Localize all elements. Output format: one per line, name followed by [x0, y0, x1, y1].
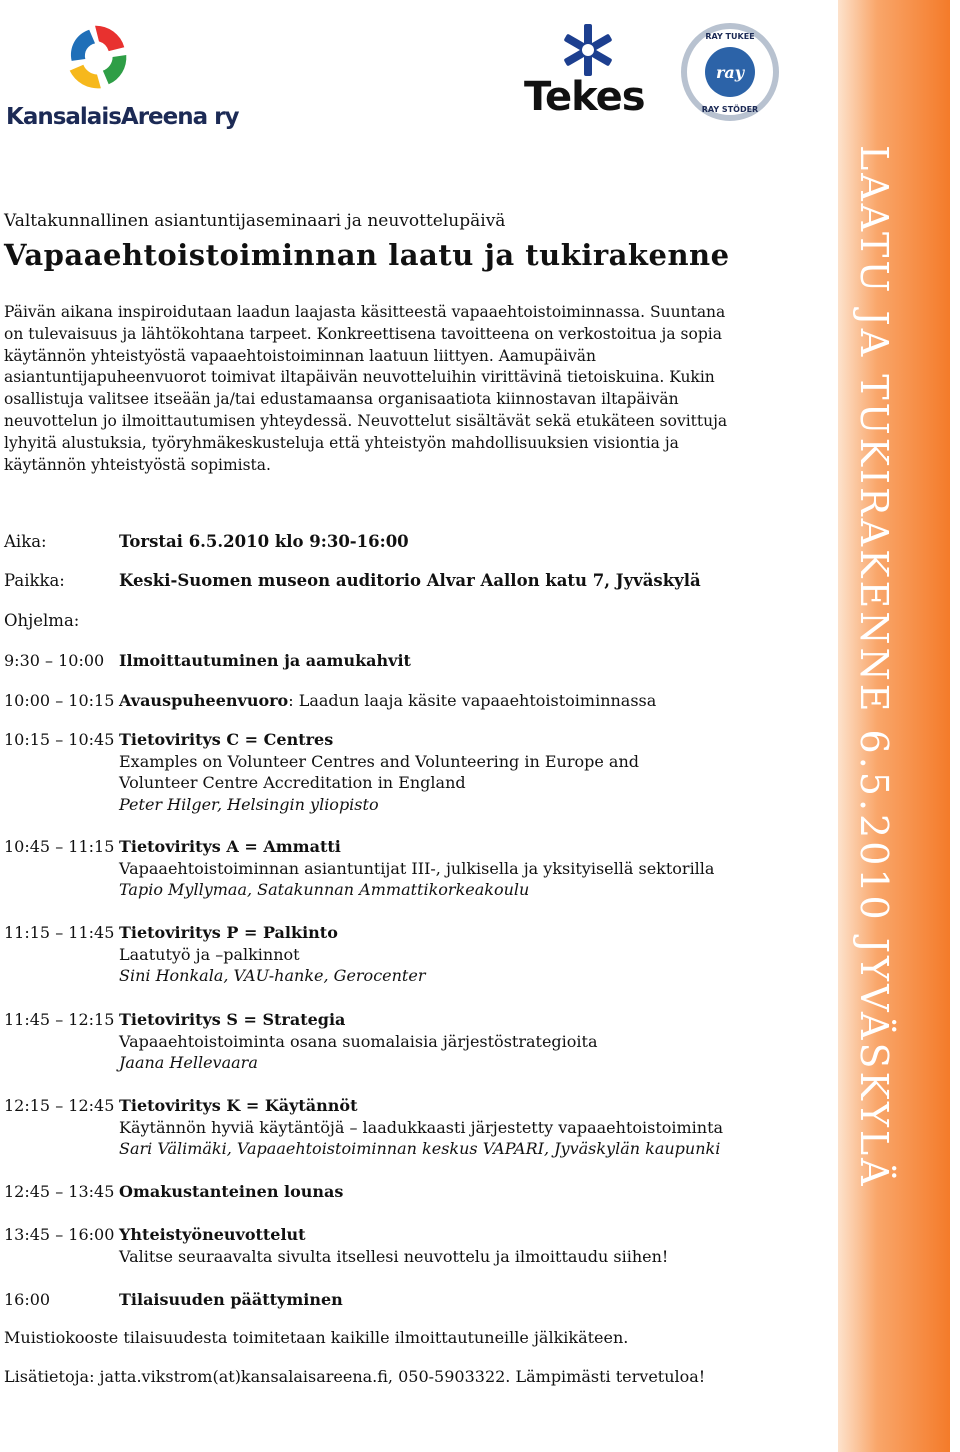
schedule-title: Tilaisuuden päättyminen	[119, 1290, 343, 1309]
schedule-time: 10:45 – 11:15	[4, 837, 115, 856]
schedule-title-line	[119, 690, 656, 712]
schedule-speaker: Jaana Hellevaara	[119, 1053, 258, 1073]
tekes-name: Tekes	[524, 74, 645, 120]
schedule-speaker: Peter Hilger, Helsingin yliopisto	[119, 794, 379, 814]
schedule-title: Ilmoittautuminen ja aamukahvit	[119, 651, 411, 670]
schedule-description: Valitse seuraavalta sivulta itsellesi neuvottelu ja ilmoittaudu siihen!	[119, 1246, 669, 1266]
intro-line: käytännön yhteistyöstä vapaaehtoistoiminnan laatuun liittyen. Aamupäivän	[4, 346, 596, 365]
schedule-speaker: Sari Välimäki, Vapaaehtoistoiminnan keskus VAPARI, Jyväskylän kaupunki	[119, 1139, 721, 1159]
intro-line: asiantuntijapuheenvuorot toimivat iltapäivän neuvotteluihin virittävinä tietoiskuina. Kukin	[4, 368, 715, 387]
schedule-description: Vapaaehtoistoiminta osana suomalaisia järjestöstrategioita	[119, 1031, 598, 1051]
schedule-time: 11:15 – 11:45	[4, 923, 115, 942]
time-value: Torstai 6.5.2010 klo 9:30-16:00	[119, 532, 409, 551]
logo-bar	[0, 0, 830, 140]
minutes-note: Muistiokooste tilaisuudesta toimitetaan kaikille ilmoittautuneille jälkikäteen.	[4, 1328, 629, 1347]
schedule-time: 9:30 – 10:00	[4, 651, 105, 670]
schedule-time: 10:00 – 10:15	[4, 691, 115, 710]
schedule-title-rest: : Laadun laaja käsite vapaaehtoistoiminnassa	[288, 691, 657, 710]
tekes-logo	[524, 22, 664, 122]
schedule-body	[119, 729, 639, 815]
schedule-time: 10:15 – 10:45	[4, 730, 115, 749]
ray-logo-icon	[680, 22, 780, 122]
place-label: Paikka:	[4, 571, 65, 590]
kansalaisareena-mark-icon	[58, 18, 136, 96]
intro-line: on tulevaisuus ja lähtökohtana tarpeet. Konkreettisena tavoitteena on verkostoitua ja sopia	[4, 324, 722, 343]
schedule-title: Tietoviritys S = Strategia	[119, 1010, 346, 1029]
schedule-title: Yhteistyöneuvottelut	[119, 1225, 306, 1244]
sidebar-vertical-title: LAATU JA TUKIRAKENNE 6.5.2010 JYVÄSKYLÄ	[852, 145, 896, 1189]
schedule-body	[119, 836, 714, 901]
event-subtitle: Valtakunnallinen asiantuntijaseminaari ja neuvottelupäivä	[4, 211, 506, 231]
place-value: Keski-Suomen museon auditorio Alvar Aallon katu 7, Jyväskylä	[119, 571, 701, 590]
schedule-description: Examples on Volunteer Centres and Volunteering in Europe and	[119, 751, 640, 771]
ray-top-text: RAY TUKEE	[705, 32, 755, 41]
schedule-speaker: Tapio Myllymaa, Satakunnan Ammattikorkeakoulu	[119, 880, 530, 900]
kansalaisareena-name: KansalaisAreena ry	[6, 104, 239, 130]
schedule-description: Laatutyö ja –palkinnot	[119, 944, 300, 964]
schedule-title: Avauspuheenvuoro	[119, 691, 289, 710]
schedule-title: Tietoviritys K = Käytännöt	[119, 1096, 358, 1115]
schedule-title: Tietoviritys C = Centres	[119, 730, 334, 749]
intro-line: käytännön yhteistyöstä sopimista.	[4, 455, 271, 474]
schedule-speaker: Sini Honkala, VAU-hanke, Gerocenter	[119, 966, 426, 986]
schedule-title: Tietoviritys P = Palkinto	[119, 923, 338, 942]
schedule-time: 13:45 – 16:00	[4, 1225, 115, 1244]
schedule-body	[119, 1009, 598, 1074]
schedule-title: Omakustanteinen lounas	[119, 1182, 344, 1201]
schedule-body	[119, 922, 425, 987]
intro-line: Päivän aikana inspiroidutaan laadun laajasta käsitteestä vapaaehtoistoiminnassa. Suuntana	[4, 303, 726, 321]
intro-paragraph	[4, 302, 804, 476]
kansalaisareena-logo	[6, 18, 239, 130]
ray-mid-text: ray	[715, 63, 745, 82]
schedule-description: Käytännön hyviä käytäntöjä – laadukkaasti järjestetty vapaaehtoistoiminta	[119, 1117, 724, 1137]
schedule-time: 12:45 – 13:45	[4, 1182, 115, 1201]
schedule-body	[119, 1224, 668, 1267]
intro-line: osallistuja valitsee itseään ja/tai edustamaansa organisaatiota kiinnostavan iltapäivän	[4, 390, 679, 409]
event-title: Vapaaehtoistoiminnan laatu ja tukirakenne	[4, 238, 730, 272]
intro-line: lyhyitä alustuksia, työryhmäkeskusteluja että yhteistyön mahdollisuuksien visiontia ja	[4, 433, 679, 452]
schedule-body	[119, 1095, 723, 1160]
contact-info: Lisätietoja: jatta.vikstrom(at)kansalaisareena.fi, 050-5903322. Lämpimästi tervetuloa!	[4, 1367, 706, 1386]
tekes-snowflake-icon	[560, 22, 616, 78]
schedule-description: Volunteer Centre Accreditation in England	[119, 773, 466, 793]
schedule-time: 16:00	[4, 1290, 51, 1309]
schedule-time: 12:15 – 12:45	[4, 1096, 115, 1115]
schedule-time: 11:45 – 12:15	[4, 1010, 115, 1029]
program-label: Ohjelma:	[4, 611, 80, 630]
schedule-description: Vapaaehtoistoiminnan asiantuntijat III-, julkisella ja yksityisellä sektorilla	[119, 858, 715, 878]
ray-bottom-text: RAY STÖDER	[701, 105, 759, 114]
intro-line: neuvottelun jo ilmoittautumisen yhteydessä. Neuvottelut sisältävät sekä etukäteen sovittuja	[4, 411, 728, 430]
time-label: Aika:	[4, 532, 47, 551]
schedule-title: Tietoviritys A = Ammatti	[119, 837, 341, 856]
